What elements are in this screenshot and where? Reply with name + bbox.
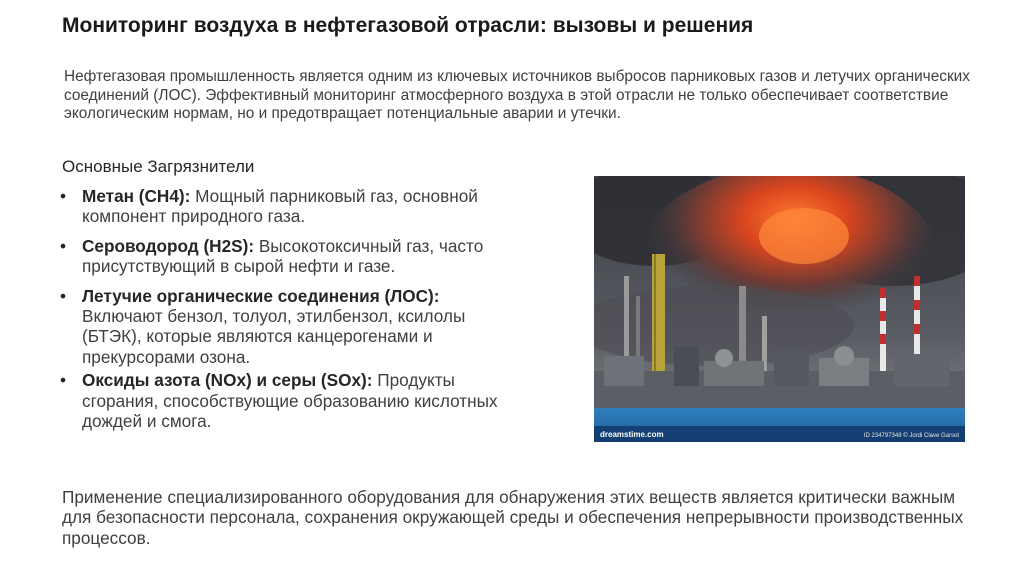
bullet-icon: • [60, 370, 67, 391]
pollutant-description: Продукты сгорания, способствующие образованию кислотных дождей и смога. [82, 370, 498, 432]
pollutant-description: Включают бензол, толуол, этилбензол, ксилолы (БТЭК), которые являются канцерогенами и прекурсорами озона. [82, 306, 466, 367]
bullet-icon: • [60, 285, 67, 306]
pollutant-item [60, 286, 520, 368]
section-heading: Основные Загрязнители [62, 157, 255, 176]
pollutant-item [60, 370, 520, 431]
slide-title: Мониторинг воздуха в нефтегазовой отрасли: вызовы и решения [62, 14, 754, 37]
pollutant-term: Сероводород (H2S): [82, 235, 255, 256]
intro-paragraph: Нефтегазовая промышленность является одним из ключевых источников выбросов парниковых газов и летучих органических соединений (ЛОС). Эффективный мониторинг атмосферного воздуха в этой отрасли не только обеспечивает соответствие экологическим нормам, но и предотвращает потенциальные аварии и утечки. [64, 68, 970, 122]
refinery-illustration [594, 176, 965, 442]
pollutant-term: Летучие органические соединения (ЛОС): [82, 285, 440, 306]
refinery-pollution-photo [594, 176, 965, 442]
closing-paragraph: Применение специализированного оборудования для обнаружения этих веществ является критически важным для безопасности персонала, сохранения окружающей среды и обеспечения непрерывности производственных процессов. [62, 487, 964, 548]
watermark-site: dreamstime.com [600, 430, 664, 439]
pollutant-term: Оксиды азота (NOx) и серы (SOx): [82, 370, 373, 391]
pollutant-item [60, 186, 520, 227]
pollutant-list [60, 186, 520, 434]
pollutant-description: Мощный парниковый газ, основной компонент природного газа. [82, 186, 478, 227]
pollutant-item [60, 236, 520, 277]
watermark-credit: ID 234797348 © Jordi Clave Garsot [863, 433, 959, 439]
pollutant-term: Метан (CH4): [82, 186, 191, 206]
pollutant-description: Высокотоксичный газ, часто присутствующий в сырой нефти и газе. [82, 235, 484, 277]
bullet-icon: • [60, 235, 67, 256]
bullet-icon: • [60, 186, 67, 206]
